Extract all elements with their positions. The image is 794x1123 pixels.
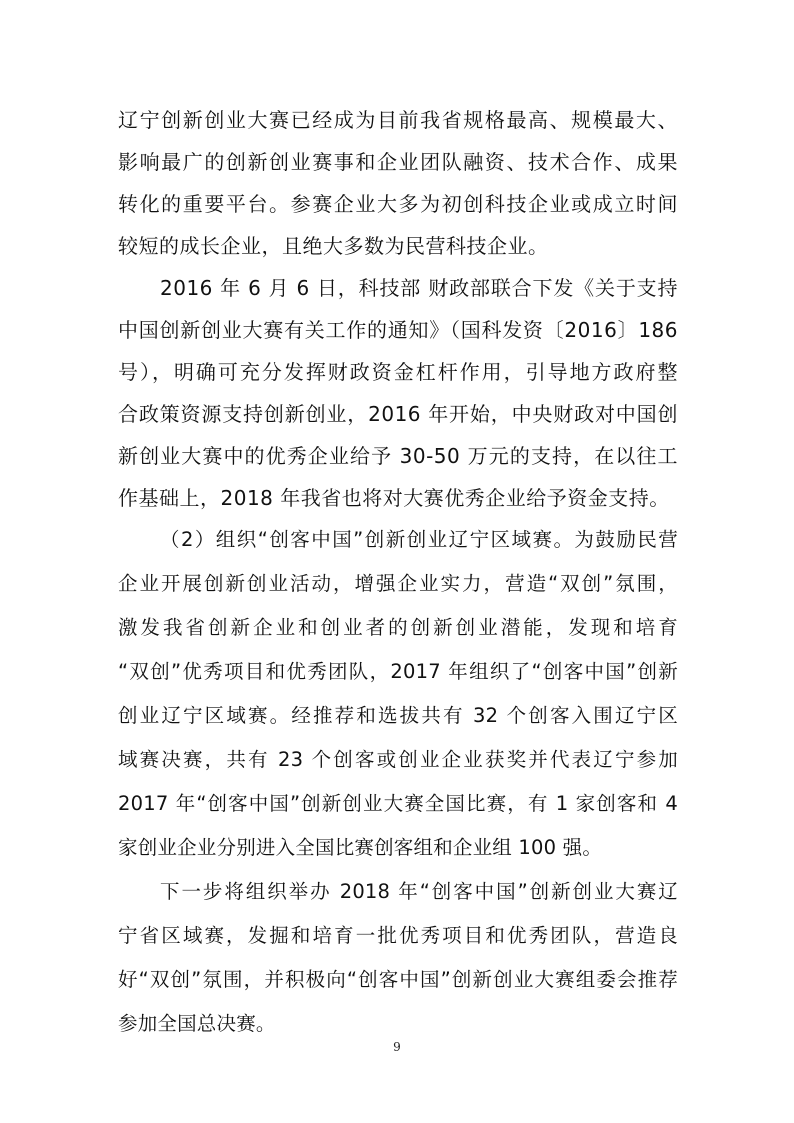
paragraph-1-line-2: 影响最广的创新创业赛事和企业团队融资、技术合作、成果: [118, 150, 678, 174]
paragraph-2-line-2: 中国创新创业大赛有关工作的通知》（国科发资〔2016〕186: [118, 318, 678, 342]
section-2-line-6: 域赛决赛，共有 23 个创客或创业企业获奖并代表辽宁参加: [118, 748, 678, 771]
next-step-line-4: 参加全国总决赛。: [118, 1012, 276, 1035]
paragraph-1-line-3: 转化的重要平台。参赛企业大多为初创科技企业或成立时间: [118, 192, 678, 216]
section-2-heading-line: （2）组织“创客中国”创新创业辽宁区域赛。为鼓励民营: [160, 528, 678, 551]
section-2-line-2: 企业开展创新创业活动，增强企业实力，营造“双创”氛围，: [118, 572, 678, 595]
next-step-line-2: 宁省区域赛，发掘和培育一批优秀项目和优秀团队，营造良: [118, 924, 678, 947]
paragraph-1-line-4: 较短的成长企业，且绝大多数为民营科技企业。: [118, 234, 549, 258]
section-2-line-8: 家创业企业分别进入全国比赛创客组和企业组 100 强。: [118, 836, 603, 859]
paragraph-2-line-4: 合政策资源支持创新创业，2016 年开始，中央财政对中国创: [118, 402, 678, 426]
next-step-line-3: 好“双创”氛围，并积极向“创客中国”创新创业大赛组委会推荐: [118, 968, 678, 991]
paragraph-2-line-3: 号），明确可充分发挥财政资金杠杆作用，引导地方政府整: [118, 360, 678, 384]
section-2-line-7: 2017 年“创客中国”创新创业大赛全国比赛，有 1 家创客和 4: [118, 792, 678, 815]
paragraph-2-line-1: 2016 年 6 月 6 日，科技部 财政部联合下发《关于支持: [160, 276, 678, 300]
page-number: 9: [393, 1040, 401, 1054]
paragraph-1-line-1: 辽宁创新创业大赛已经成为目前我省规格最高、规模最大、: [118, 108, 678, 132]
section-2-line-4: “双创”优秀项目和优秀团队，2017 年组织了“创客中国”创新: [118, 660, 678, 683]
paragraph-2-line-5: 新创业大赛中的优秀企业给予 30-50 万元的支持，在以往工: [118, 444, 678, 468]
section-2-line-3: 激发我省创新企业和创业者的创新创业潜能，发现和培育: [118, 616, 678, 639]
next-step-line-1: 下一步将组织举办 2018 年“创客中国”创新创业大赛辽: [160, 880, 678, 903]
paragraph-2-line-6: 作基础上，2018 年我省也将对大赛优秀企业给予资金支持。: [118, 486, 670, 510]
section-2-line-5: 创业辽宁区域赛。经推荐和选拔共有 32 个创客入围辽宁区: [118, 704, 678, 727]
